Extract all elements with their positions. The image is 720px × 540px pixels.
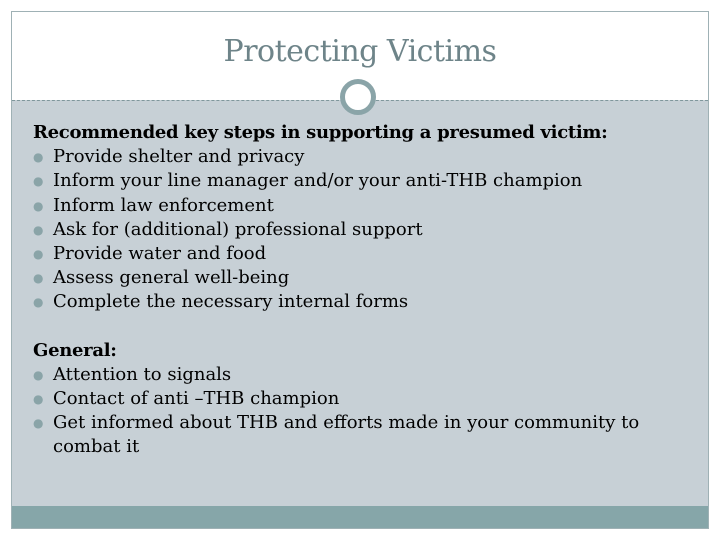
list-item-text: Provide water and food bbox=[53, 243, 267, 265]
list-item-text: Contact of anti –THB champion bbox=[53, 388, 340, 410]
slide-title: Protecting Victims bbox=[223, 34, 497, 69]
list-item bbox=[33, 266, 693, 290]
bullet-dot-icon: ● bbox=[33, 416, 44, 431]
list-item bbox=[33, 290, 693, 314]
bullet-dot-icon: ● bbox=[33, 150, 44, 165]
slide bbox=[11, 11, 709, 529]
list-item bbox=[33, 145, 693, 169]
section-spacer bbox=[33, 315, 693, 339]
list-item bbox=[33, 411, 693, 459]
bullet-dot-icon: ● bbox=[33, 247, 44, 262]
list-item bbox=[33, 387, 693, 411]
list-item-text: Inform law enforcement bbox=[53, 194, 274, 216]
bullet-dot-icon: ● bbox=[33, 367, 44, 382]
section-heading-key-steps: Recommended key steps in supporting a presumed victim: bbox=[33, 122, 608, 143]
bullet-dot-icon: ● bbox=[33, 222, 44, 237]
list-item-text: Inform your line manager and/or your anti-THB champion bbox=[53, 170, 583, 192]
slide-content bbox=[33, 121, 693, 460]
list-item bbox=[33, 242, 693, 266]
list-item bbox=[33, 363, 693, 387]
bullet-dot-icon: ● bbox=[33, 271, 44, 286]
footer-bar bbox=[12, 506, 708, 528]
list-item-text: Assess general well-being bbox=[53, 267, 290, 289]
list-item-text: Attention to signals bbox=[53, 363, 232, 385]
list-item bbox=[33, 169, 693, 193]
bullet-dot-icon: ● bbox=[33, 198, 44, 213]
list-item-text: Complete the necessary internal forms bbox=[53, 291, 409, 313]
list-item-text: Get informed about THB and efforts made in your community to combat it bbox=[53, 412, 640, 458]
bullet-dot-icon: ● bbox=[33, 392, 44, 407]
list-item-text: Ask for (additional) professional support bbox=[53, 218, 423, 240]
general-list bbox=[33, 363, 693, 460]
list-item-text: Provide shelter and privacy bbox=[53, 146, 305, 168]
bullet-dot-icon: ● bbox=[33, 174, 44, 189]
list-item bbox=[33, 194, 693, 218]
bullet-dot-icon: ● bbox=[33, 295, 44, 310]
list-item bbox=[33, 218, 693, 242]
key-steps-list bbox=[33, 145, 693, 314]
ring-ornament-icon bbox=[340, 79, 376, 115]
section-heading-general: General: bbox=[33, 339, 117, 361]
